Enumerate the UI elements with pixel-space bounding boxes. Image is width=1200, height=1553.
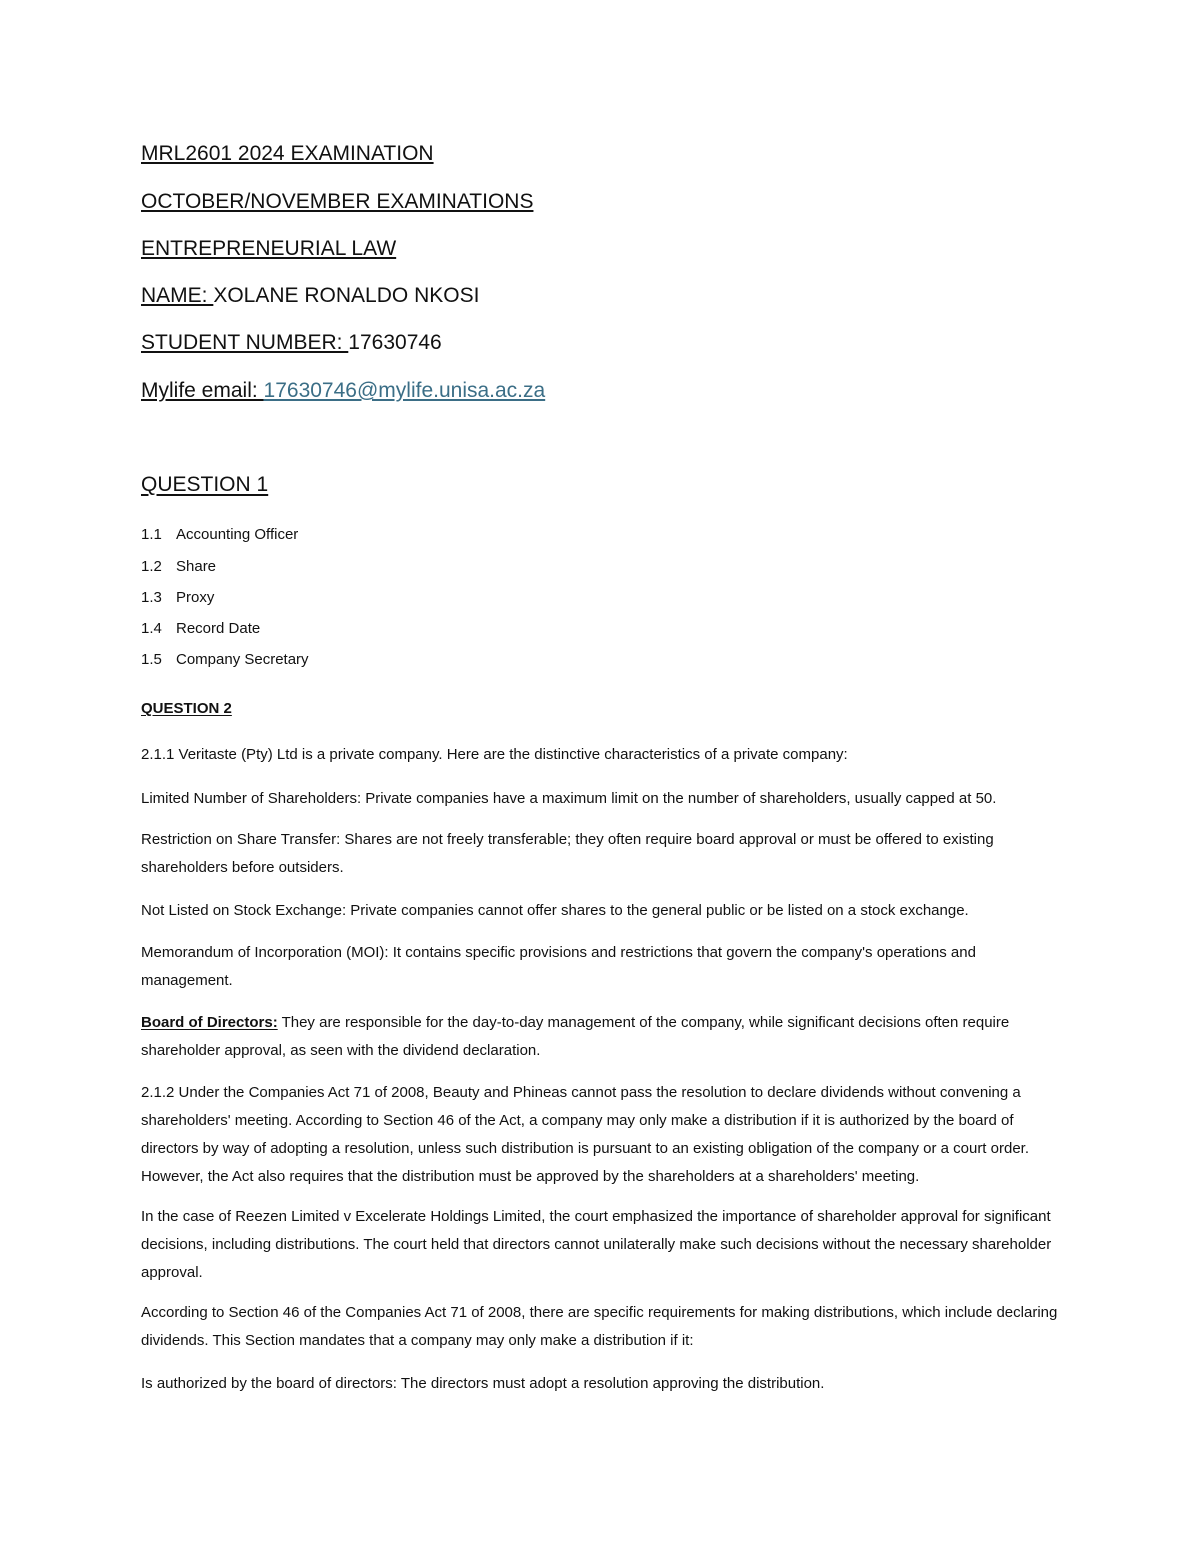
paragraph-2-1-2: 2.1.2 Under the Companies Act 71 of 2008, Beauty and Phineas cannot pass the resolution to declare dividends without convening a shareholders' meeting. According to Section 46 of the Act, a company may only make a distribution if it is authorized by the board of directors by way of adopting a resolution, unless such distribution is pursuant to an existing obligation of the company or a court order. However, the Act also requires that the distribution must be approved by the shareholders at a shareholders' meeting. (141, 1084, 1030, 1185)
list-item-text: Accounting Officer (176, 526, 299, 543)
email-line (141, 378, 545, 404)
paragraph-section-46: According to Section 46 of the Companies Act 71 of 2008, there are specific requirements for making distributions, which include declaring dividends. This Section mandates that a company may only make a distribution if it: (141, 1304, 1058, 1349)
student-number-value: 17630746 (348, 331, 442, 354)
board-of-directors-label: Board of Directors: (141, 1014, 278, 1031)
student-number-line (141, 330, 442, 356)
list-item-text: Record Date (176, 620, 261, 637)
name-value: XOLANE RONALDO NKOSI (213, 284, 480, 307)
question-1-heading: QUESTION 1 (141, 473, 269, 496)
document-page (141, 0, 1061, 1553)
list-item-text: Share (176, 558, 217, 575)
list-item (141, 557, 216, 577)
paragraph-board-of-directors (141, 1009, 1059, 1065)
exam-session: OCTOBER/NOVEMBER EXAMINATIONS (141, 190, 534, 213)
name-label: NAME: (141, 284, 214, 307)
list-item-number: 1.1 (141, 526, 162, 543)
question-2-heading: QUESTION 2 (141, 700, 232, 717)
email-link[interactable]: 17630746@mylife.unisa.ac.za (263, 379, 546, 402)
list-item-number: 1.3 (141, 589, 162, 606)
list-item (141, 619, 260, 639)
paragraph-moi: Memorandum of Incorporation (MOI): It contains specific provisions and restrictions that govern the company's operations and management. (141, 944, 976, 989)
paragraph-reezen-case: In the case of Reezen Limited v Excelerate Holdings Limited, the court emphasized the importance of shareholder approval for significant decisions, including distributions. The court held that directors cannot unilaterally make such decisions without the necessary shareholder approval. (141, 1208, 1052, 1281)
paragraph-authorized-by-board: Is authorized by the board of directors: The directors must adopt a resolution approving the distribution. (141, 1375, 825, 1392)
list-item (141, 525, 298, 545)
list-item-number: 1.5 (141, 651, 162, 668)
student-name-line (141, 283, 479, 309)
paragraph-not-listed: Not Listed on Stock Exchange: Private companies cannot offer shares to the general public or be listed on a stock exchange. (141, 902, 969, 919)
email-label: Mylife email: (141, 379, 264, 402)
board-of-directors-text: They are responsible for the day-to-day management of the company, while significant decisions often require shareholder approval, as seen with the dividend declaration. (141, 1014, 1010, 1059)
list-item-text: Company Secretary (176, 651, 309, 668)
list-item-number: 1.2 (141, 558, 162, 575)
paragraph-2-1-1: 2.1.1 Veritaste (Pty) Ltd is a private company. Here are the distinctive characteristics of a private company: (141, 746, 848, 763)
subject-title: ENTREPRENEURIAL LAW (141, 237, 397, 260)
list-item-text: Proxy (176, 589, 215, 606)
list-item (141, 588, 214, 608)
list-item-number: 1.4 (141, 620, 162, 637)
list-item (141, 650, 309, 670)
paragraph-limited-shareholders: Limited Number of Shareholders: Private companies have a maximum limit on the number of shareholders, usually capped at 50. (141, 790, 997, 807)
exam-title: MRL2601 2024 EXAMINATION (141, 142, 434, 165)
student-number-label: STUDENT NUMBER: (141, 331, 349, 354)
paragraph-share-transfer: Restriction on Share Transfer: Shares are not freely transferable; they often require board approval or must be offered to existing shareholders before outsiders. (141, 831, 994, 876)
